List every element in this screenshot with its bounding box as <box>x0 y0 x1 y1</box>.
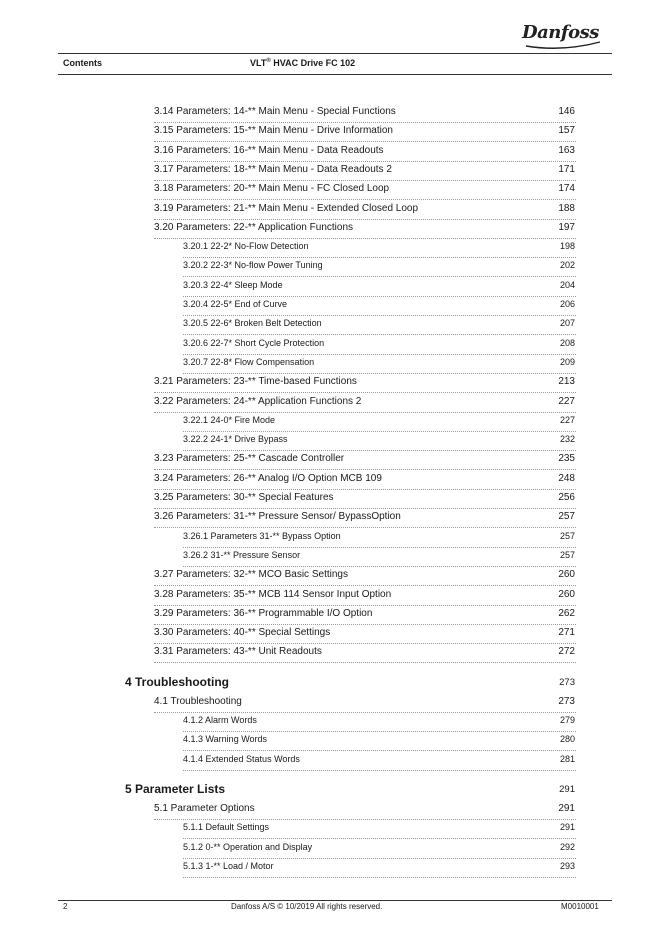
toc-entry-title: 3.16 Parameters: 16-** Main Menu - Data Readouts <box>154 144 384 156</box>
toc-section-entry[interactable] <box>154 162 576 181</box>
toc-entry-title: 5 Parameter Lists <box>125 781 226 796</box>
toc-entry-page: 292 <box>559 841 575 852</box>
toc-section-entry[interactable] <box>154 220 576 239</box>
toc-entry-title: 3.21 Parameters: 23-** Time-based Functions <box>154 376 357 388</box>
title-rest: HVAC Drive FC 102 <box>270 58 356 68</box>
toc-entry-title: 3.20.6 22-7* Short Cycle Protection <box>183 337 325 348</box>
toc-subsection-entry[interactable] <box>183 355 576 374</box>
toc-section-entry[interactable] <box>154 451 576 470</box>
toc-entry-title: 3.14 Parameters: 14-** Main Menu - Special Functions <box>154 106 396 117</box>
toc-entry-page: 198 <box>559 241 575 252</box>
toc-entry-title: 5.1.2 0-** Operation and Display <box>183 841 313 852</box>
toc-entry-page: 232 <box>559 434 575 445</box>
toc-section-entry[interactable] <box>154 694 576 713</box>
toc-entry-title: 3.20 Parameters: 22-** Application Functions <box>154 221 353 233</box>
footer-copyright: Danfoss A/S © 10/2019 All rights reserved. <box>231 902 383 911</box>
toc-section-entry[interactable] <box>154 201 576 220</box>
toc-entry-page: 204 <box>559 279 575 290</box>
toc-entry-title: 3.20.2 22-3* No-flow Power Tuning <box>183 260 323 271</box>
toc-entry-title: 4.1.3 Warning Words <box>183 734 268 745</box>
toc-entry-page: 207 <box>559 318 575 329</box>
toc-entry-title: 3.19 Parameters: 21-** Main Menu - Extended Closed Loop <box>154 202 419 214</box>
toc-subsection-entry[interactable] <box>183 316 576 335</box>
toc-entry-title: 4.1.4 Extended Status Words <box>183 753 300 764</box>
title-vlt: VLT <box>250 58 267 68</box>
toc-section-entry[interactable] <box>154 509 576 528</box>
toc-entry-page: 260 <box>558 569 575 581</box>
toc-entry-title: 3.18 Parameters: 20-** Main Menu - FC Closed Loop <box>154 183 390 195</box>
toc-subsection-entry[interactable] <box>183 413 576 432</box>
toc-section-entry[interactable] <box>154 374 576 393</box>
toc-subsection-entry[interactable] <box>183 732 576 751</box>
toc-section-entry[interactable] <box>154 625 576 644</box>
toc-entry-title: 3.20.4 22-5* End of Curve <box>183 299 288 309</box>
toc-section-entry[interactable] <box>154 143 576 162</box>
toc-subsection-entry[interactable] <box>183 820 576 839</box>
toc-subsection-entry[interactable] <box>183 840 576 859</box>
toc-entry-page: 262 <box>558 607 575 619</box>
toc-entry-page: 271 <box>558 627 575 639</box>
toc-entry-title: 3.24 Parameters: 26-** Analog I/O Option MCB 109 <box>154 472 382 484</box>
toc-entry-title: 3.22.1 24-0* Fire Mode <box>183 414 276 425</box>
toc-entry-title: 4.1.2 Alarm Words <box>183 715 257 725</box>
toc-entry-page: 163 <box>558 144 575 156</box>
toc-entry-page: 206 <box>559 299 575 309</box>
toc-entry-title: 3.15 Parameters: 15-** Main Menu - Drive Information <box>154 125 393 137</box>
toc-subsection-entry[interactable] <box>183 336 576 355</box>
danfoss-logo <box>522 20 604 52</box>
toc-entry-title: 3.17 Parameters: 18-** Main Menu - Data Readouts 2 <box>154 163 392 175</box>
toc-entry-page: 213 <box>558 376 575 388</box>
toc-entry-title: 3.28 Parameters: 35-** MCB 114 Sensor Input Option <box>154 588 392 600</box>
toc-entry-title: 3.22.2 24-1* Drive Bypass <box>183 434 288 445</box>
toc-entry-title: 3.20.5 22-6* Broken Belt Detection <box>183 318 322 329</box>
header-section-label: Contents <box>63 58 102 68</box>
toc-subsection-entry[interactable] <box>183 859 576 878</box>
toc-section-entry[interactable] <box>154 104 576 123</box>
toc-entry-page: 273 <box>558 695 575 707</box>
toc-section-entry[interactable] <box>154 587 576 606</box>
toc-entry-page: 280 <box>559 734 575 745</box>
toc-entry-title: 3.26.2 31-** Pressure Sensor <box>183 549 301 560</box>
toc-entry-page: 146 <box>558 106 575 117</box>
toc-entry-page: 293 <box>559 860 575 871</box>
toc-entry-page: 257 <box>558 511 575 523</box>
toc-entry-title: 3.30 Parameters: 40-** Special Settings <box>154 627 331 639</box>
toc-subsection-entry[interactable] <box>183 713 576 732</box>
toc-entry-page: 291 <box>559 822 575 833</box>
toc-section-entry[interactable] <box>154 801 576 820</box>
toc-section-entry[interactable] <box>154 606 576 625</box>
toc-section-entry[interactable] <box>154 394 576 413</box>
toc-subsection-entry[interactable] <box>183 297 576 316</box>
header-document-title <box>250 58 355 68</box>
toc-section-entry[interactable] <box>154 567 576 586</box>
toc-entry-page: 227 <box>558 395 575 407</box>
toc-section-entry[interactable] <box>154 181 576 200</box>
toc-entry-page: 291 <box>558 802 575 814</box>
toc-entry-title: 3.23 Parameters: 25-** Cascade Controller <box>154 453 345 465</box>
toc-entry-title: 3.31 Parameters: 43-** Unit Readouts <box>154 646 322 658</box>
toc-entry-title: 5.1.1 Default Settings <box>183 822 270 833</box>
footer-page-number: 2 <box>63 902 68 911</box>
toc-entry-title: 3.20.1 22-2* No-Flow Detection <box>183 241 309 252</box>
toc-subsection-entry[interactable] <box>183 239 576 258</box>
toc-entry-title: 3.25 Parameters: 30-** Special Features <box>154 492 334 503</box>
toc-entry-page: 257 <box>559 549 575 560</box>
toc-entry-page: 174 <box>558 183 575 195</box>
toc-entry-title: 4 Troubleshooting <box>125 674 229 689</box>
toc-entry-page: 281 <box>559 753 575 764</box>
toc-entry-title: 4.1 Troubleshooting <box>154 695 242 707</box>
toc-section-entry[interactable] <box>154 490 576 509</box>
toc-entry-page: 272 <box>558 646 575 658</box>
toc-entry-page: 171 <box>558 163 575 175</box>
toc-entry-page: 273 <box>559 676 575 688</box>
toc-section-entry[interactable] <box>154 644 576 663</box>
toc-entry-page: 235 <box>558 453 575 465</box>
toc-entry-title: 3.26 Parameters: 31-** Pressure Sensor/ BypassOption <box>154 511 401 523</box>
toc-entry-page: 248 <box>558 472 575 484</box>
toc-entry-title: 5.1.3 1-** Load / Motor <box>183 860 274 871</box>
toc-entry-page: 209 <box>559 356 575 367</box>
toc-subsection-entry[interactable] <box>183 529 576 548</box>
title-registered-mark: ® <box>266 58 271 64</box>
toc-entry-page: 157 <box>558 125 575 137</box>
toc-chapter-entry[interactable] <box>125 674 576 693</box>
toc-entry-page: 291 <box>559 783 575 795</box>
toc-subsection-entry[interactable] <box>183 258 576 277</box>
toc-entry-page: 279 <box>559 715 575 725</box>
toc-entry-title: 3.22 Parameters: 24-** Application Functions 2 <box>154 395 362 407</box>
toc-entry-page: 188 <box>558 202 575 214</box>
toc-subsection-entry[interactable] <box>183 548 576 567</box>
header-top-rule <box>58 53 612 54</box>
toc-entry-page: 256 <box>558 492 575 503</box>
toc-entry-page: 197 <box>558 221 575 233</box>
toc-entry-title: 3.27 Parameters: 32-** MCO Basic Settings <box>154 569 348 581</box>
toc-entry-title: 3.20.7 22-8* Flow Compensation <box>183 356 315 367</box>
toc-subsection-entry[interactable] <box>183 752 576 771</box>
toc-chapter-entry[interactable] <box>125 781 576 800</box>
header-bottom-rule <box>58 74 612 75</box>
toc-entry-title: 3.26.1 Parameters 31-** Bypass Option <box>183 530 341 541</box>
toc-entry-title: 3.29 Parameters: 36-** Programmable I/O Option <box>154 607 373 619</box>
toc-entry-title: 5.1 Parameter Options <box>154 802 255 814</box>
toc-section-entry[interactable] <box>154 123 576 142</box>
logo-swoosh-icon <box>522 20 604 52</box>
toc-entry-title: 3.20.3 22-4* Sleep Mode <box>183 279 283 290</box>
toc-subsection-entry[interactable] <box>183 278 576 297</box>
footer-doc-code: M0010001 <box>561 902 599 911</box>
footer-rule <box>58 900 612 901</box>
toc-section-entry[interactable] <box>154 471 576 490</box>
toc-entry-page: 202 <box>559 260 575 271</box>
logo-wordmark: Danfoss <box>522 22 599 43</box>
toc-entry-page: 260 <box>558 588 575 600</box>
toc-subsection-entry[interactable] <box>183 432 576 451</box>
toc-entry-page: 208 <box>559 337 575 348</box>
toc-entry-page: 257 <box>559 530 575 541</box>
toc-entry-page: 227 <box>559 414 575 425</box>
